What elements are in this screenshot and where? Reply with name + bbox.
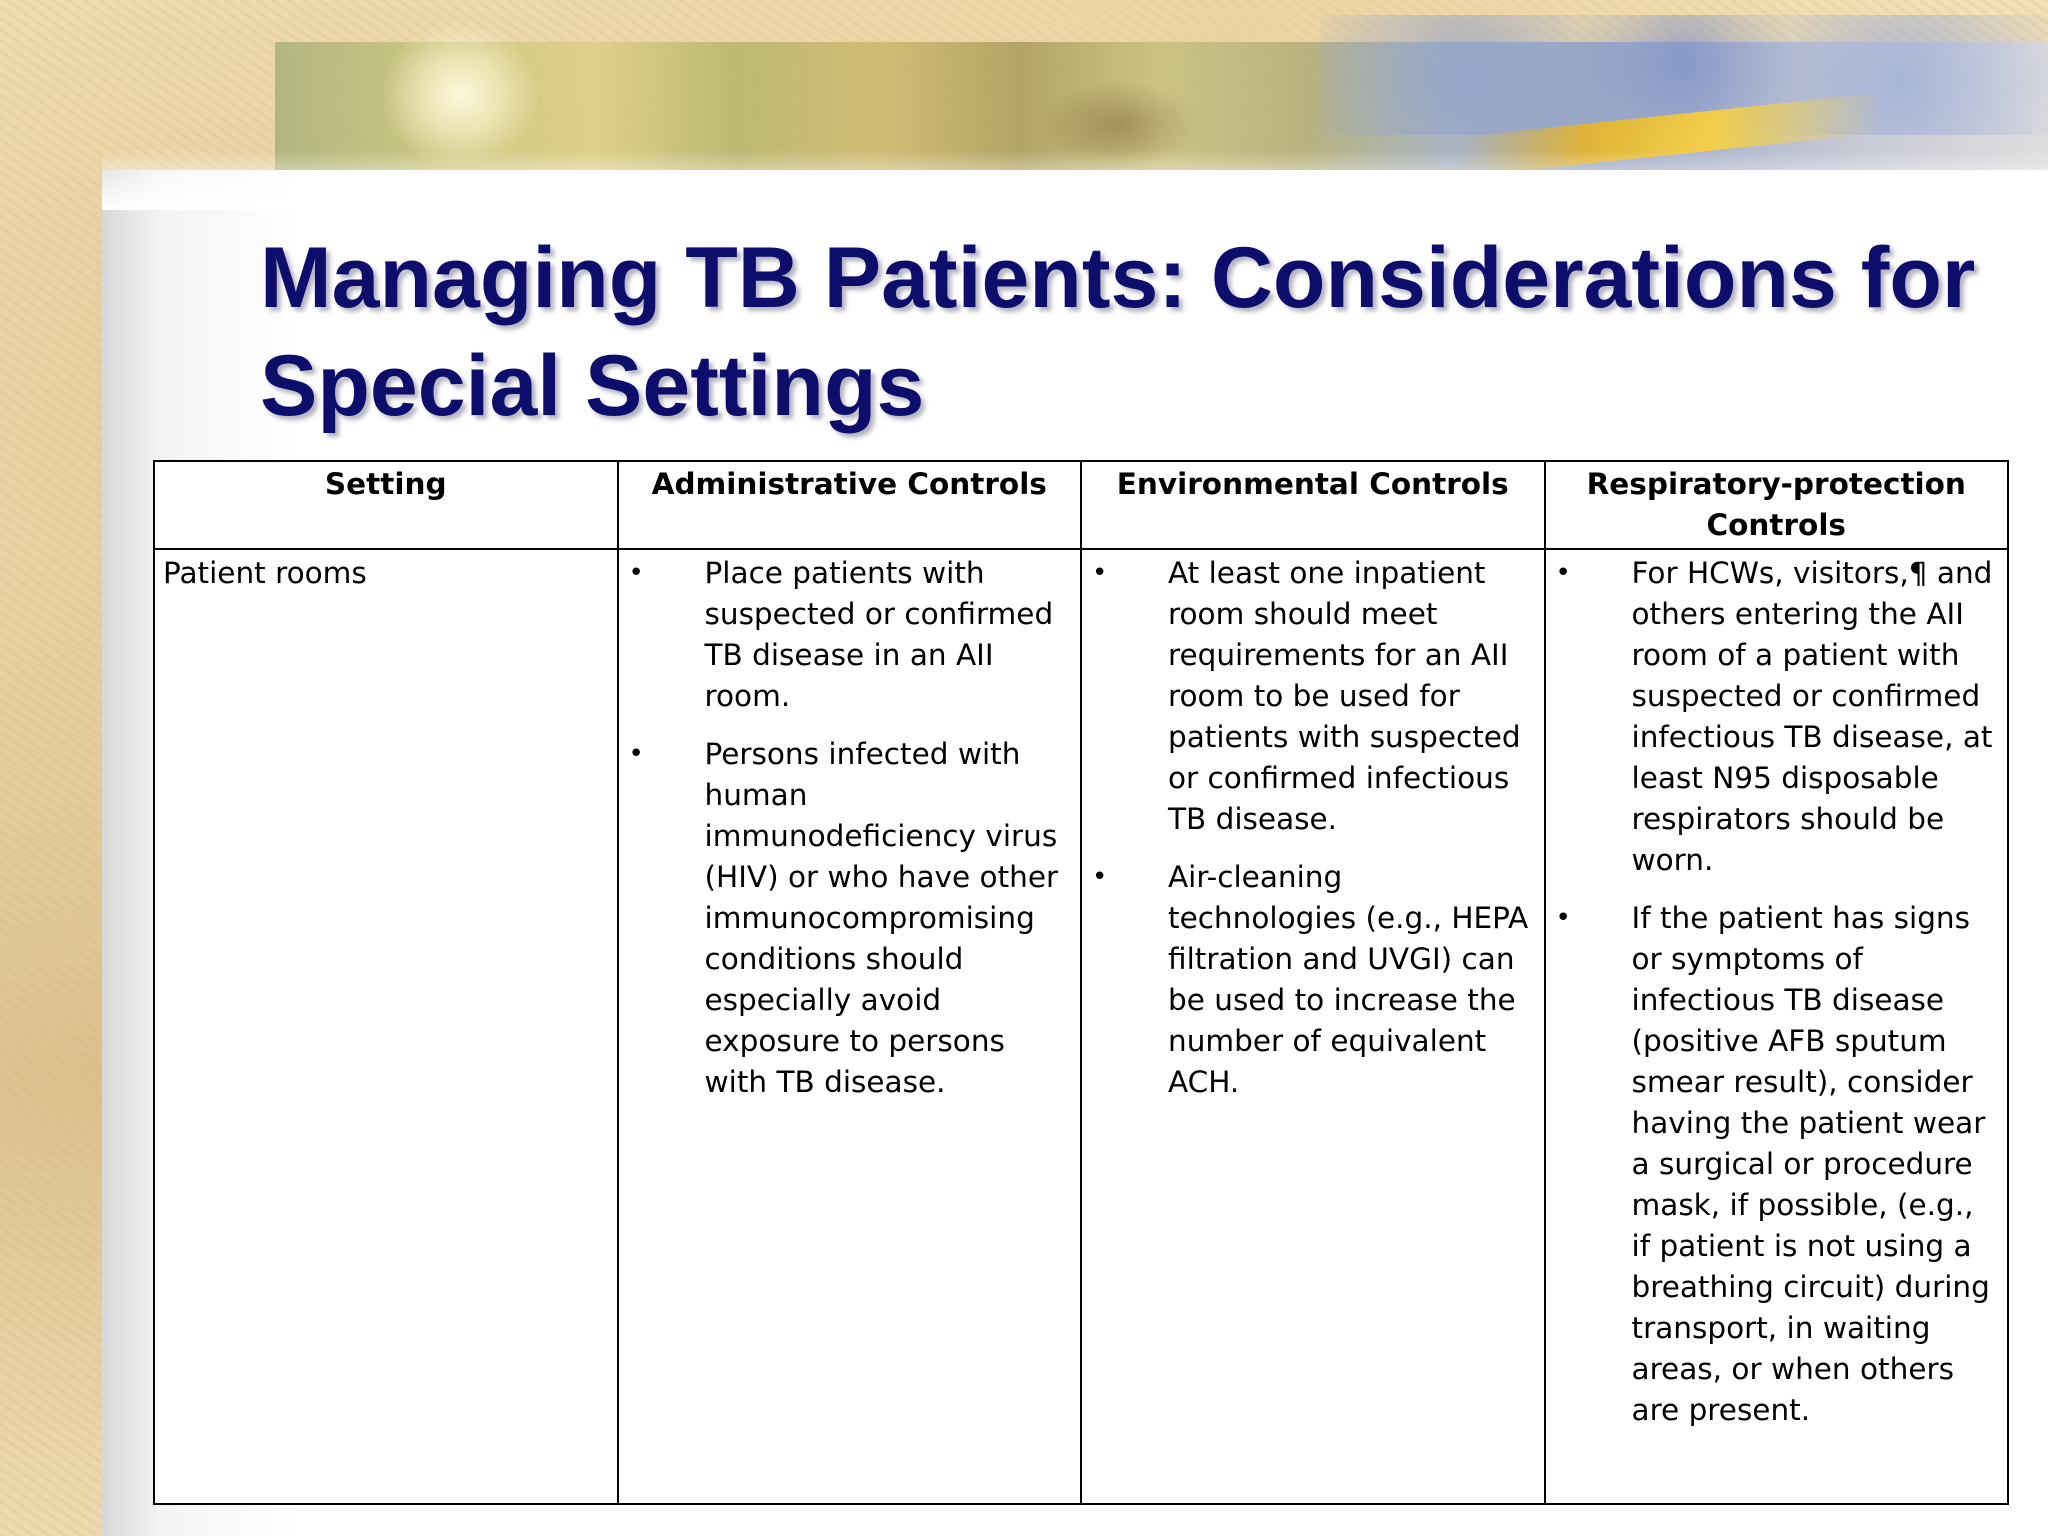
list-item-text: Persons infected with human immunodeficiency virus (HIV) or who have other immunocompromising conditions should especially avoid exposure to persons with TB disease. [704,737,1059,1099]
header-administrative: Administrative Controls [618,461,1082,549]
cell-administrative [618,549,1082,1504]
list-item [627,734,1073,1103]
header-respiratory: Respiratory-protection Controls [1545,461,2009,549]
table-header-row [154,461,2008,549]
list-item-text: Air-cleaning technologies (e.g., HEPA filtration and UVGI) can be used to increase the number of equivalent ACH. [1168,860,1529,1099]
bullet-icon: • [1555,558,1571,588]
slide-title: Managing TB Patients: Considerations for Special Settings [260,230,1976,434]
controls-table [153,460,2009,1505]
list-item [1090,553,1536,840]
table-row [154,549,2008,1504]
list-item-text: At least one inpatient room should meet requirements for an AII room to be used for patients with suspected or confirmed infectious TB disease. [1168,556,1521,836]
bullet-icon: • [628,739,644,769]
bullet-icon: • [628,558,644,588]
bullet-icon: • [1092,558,1108,588]
panel-fade [102,150,2048,210]
list-item [627,553,1073,717]
list-item [1554,898,2000,1431]
header-setting: Setting [154,461,618,549]
cell-setting: Patient rooms [154,549,618,1504]
list-item [1554,553,2000,881]
list-item-text: Place patients with suspected or confirmed TB disease in an AII room. [704,556,1054,713]
header-environmental: Environmental Controls [1081,461,1545,549]
cell-respiratory [1545,549,2009,1504]
bullet-icon: • [1555,903,1571,933]
administrative-list [627,553,1073,1103]
decorative-leaf [380,20,540,170]
list-item [1090,857,1536,1103]
respiratory-list [1554,553,2000,1431]
environmental-list [1090,553,1536,1103]
list-item-text: If the patient has signs or symptoms of infectious TB disease (positive AFB sputum smear result), consider having the patient wear a surgical or procedure mask, if possible, (e.g., if patient is not using a breathing circuit) during transport, in waiting areas, or when others are present. [1631,901,1990,1427]
cell-environmental [1081,549,1545,1504]
bullet-icon: • [1092,862,1108,892]
list-item-text: For HCWs, visitors,¶ and others entering the AII room of a patient with suspected or confirmed infectious TB disease, at least N95 disposable respirators should be worn. [1631,556,1993,877]
